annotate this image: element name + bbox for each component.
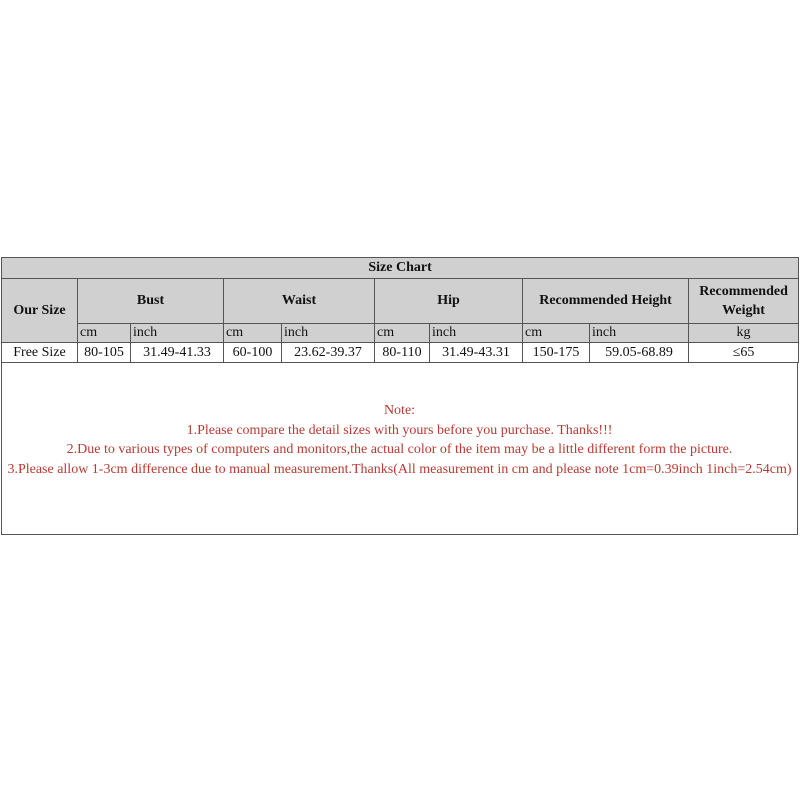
cell-waist-inch: 23.62-39.37 bbox=[282, 343, 375, 363]
chart-title: Size Chart bbox=[2, 258, 799, 279]
unit-waist-cm: cm bbox=[224, 324, 282, 343]
unit-height-cm: cm bbox=[523, 324, 590, 343]
note-line-3: 3.Please allow 1-3cm difference due to manual measurement.Thanks(All measurement in cm and please note 1cm=0.39inch 1inch=2.54cm) bbox=[7, 461, 792, 477]
unit-weight-kg: kg bbox=[689, 324, 799, 343]
unit-hip-inch: inch bbox=[430, 324, 523, 343]
table-row bbox=[2, 343, 799, 363]
cell-waist-cm: 60-100 bbox=[224, 343, 282, 363]
cell-size: Free Size bbox=[2, 343, 78, 363]
header-our-size: Our Size bbox=[2, 279, 78, 343]
header-recommended-weight: Recommended Weight bbox=[689, 279, 799, 324]
unit-waist-inch: inch bbox=[282, 324, 375, 343]
header-waist: Waist bbox=[224, 279, 375, 324]
header-hip: Hip bbox=[375, 279, 523, 324]
size-chart bbox=[1, 257, 798, 535]
cell-hip-cm: 80-110 bbox=[375, 343, 430, 363]
header-recommended-height: Recommended Height bbox=[523, 279, 689, 324]
note-line-2: 2.Due to various types of computers and monitors,the actual color of the item may be a little different form the picture. bbox=[66, 442, 733, 457]
header-bust: Bust bbox=[78, 279, 224, 324]
cell-weight-kg: ≤65 bbox=[689, 343, 799, 363]
unit-hip-cm: cm bbox=[375, 324, 430, 343]
notes-section bbox=[1, 363, 798, 535]
cell-height-inch: 59.05-68.89 bbox=[590, 343, 689, 363]
unit-bust-inch: inch bbox=[131, 324, 224, 343]
note-line-1: 1.Please compare the detail sizes with yours before you purchase. Thanks!!! bbox=[186, 422, 613, 438]
note-heading: Note: bbox=[383, 403, 416, 418]
unit-height-inch: inch bbox=[590, 324, 689, 343]
cell-height-cm: 150-175 bbox=[523, 343, 590, 363]
cell-hip-inch: 31.49-43.31 bbox=[430, 343, 523, 363]
cell-bust-cm: 80-105 bbox=[78, 343, 131, 363]
size-chart-table bbox=[1, 257, 799, 363]
unit-bust-cm: cm bbox=[78, 324, 131, 343]
cell-bust-inch: 31.49-41.33 bbox=[131, 343, 224, 363]
